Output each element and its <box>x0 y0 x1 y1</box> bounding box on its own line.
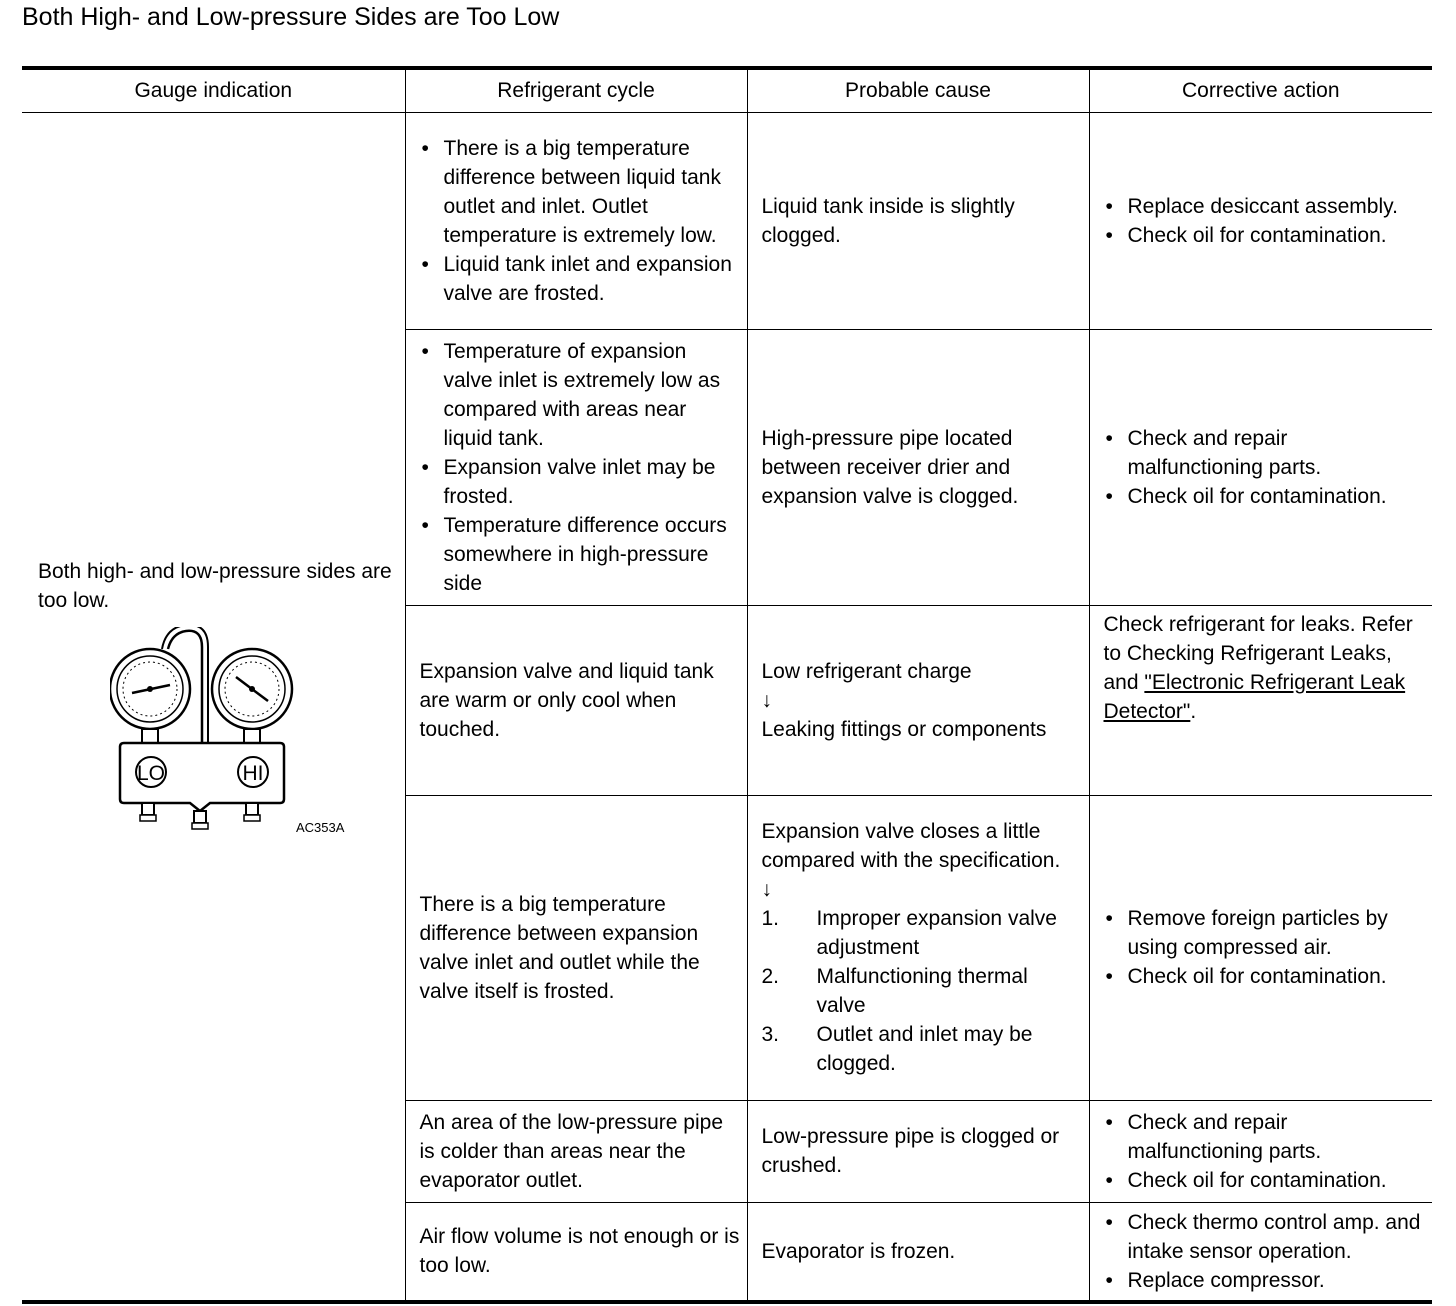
list-item: • Replace compressor. <box>1105 1268 1325 1292</box>
hi-label: HI <box>242 761 264 785</box>
electronic-leak-detector-link[interactable]: "Electronic Refrigerant Leak Detector" <box>1103 670 1406 723</box>
page-title: Both High- and Low-pressure Sides are Too Low <box>22 3 560 31</box>
table-row <box>22 112 1432 329</box>
list-item: • Check thermo control amp. and intake sensor operation. <box>1105 1210 1421 1263</box>
list-item: • Replace desiccant assembly. <box>1105 194 1398 218</box>
corrective-action-cell <box>1089 112 1432 329</box>
list-item: • There is a big temperature difference between liquid tank outlet and inlet. Outlet temperature is extremely low. <box>421 136 721 247</box>
gauge-indication-cell <box>22 112 405 1302</box>
diagnosis-table <box>22 66 1432 1304</box>
probable-cause-cell: Low refrigerant charge ↓ Leaking fittings or components <box>747 605 1089 795</box>
list-item: • Expansion valve inlet may be frosted. <box>421 455 716 508</box>
corrective-action-cell <box>1089 1100 1432 1202</box>
list-item: • Check oil for contamination. <box>1105 223 1387 247</box>
header-refrigerant-cycle: Refrigerant cycle <box>405 68 747 112</box>
refrigerant-cycle-cell: Air flow volume is not enough or is too low. <box>405 1202 747 1302</box>
corrective-action-cell <box>1089 795 1432 1100</box>
corrective-action-cell: Check refrigerant for leaks. Refer to Checking Refrigerant Leaks, and "Electronic Refrigerant Leak Detector". <box>1089 605 1432 795</box>
list-item: 2. Malfunctioning thermal valve <box>761 965 1028 1017</box>
list-item: • Check oil for contamination. <box>1105 1168 1387 1192</box>
lo-label: LO <box>136 761 166 785</box>
arrow-down: ↓ <box>761 688 772 712</box>
table-header-row <box>22 68 1432 112</box>
list-item: • Check and repair malfunctioning parts. <box>1105 426 1322 479</box>
list-item: 1. Improper expansion valve adjustment <box>761 907 1057 959</box>
probable-cause-cell: High-pressure pipe located between receiver drier and expansion valve is clogged. <box>747 329 1089 605</box>
manifold-gauge-icon <box>110 627 310 837</box>
refrigerant-cycle-cell <box>405 112 747 329</box>
refrigerant-cycle-cell: An area of the low-pressure pipe is colder than areas near the evaporator outlet. <box>405 1100 747 1202</box>
list-item: • Remove foreign particles by using compressed air. <box>1105 907 1388 959</box>
gauge-indication-text: Both high- and low-pressure sides are too low. <box>38 559 392 612</box>
list-item: • Temperature difference occurs somewhere in high-pressure side <box>421 513 727 595</box>
header-gauge-indication: Gauge indication <box>22 68 405 112</box>
corrective-action-cell <box>1089 329 1432 605</box>
list-item: • Check and repair malfunctioning parts. <box>1105 1110 1322 1163</box>
refrigerant-cycle-cell: Expansion valve and liquid tank are warm or only cool when touched. <box>405 605 747 795</box>
arrow-down: ↓ <box>761 878 772 901</box>
probable-cause-cell: Liquid tank inside is slightly clogged. <box>747 112 1089 329</box>
probable-cause-cell: Evaporator is frozen. <box>747 1202 1089 1302</box>
figure-code: AC353A <box>296 819 345 835</box>
header-corrective-action: Corrective action <box>1089 68 1432 112</box>
list-item: • Check oil for contamination. <box>1105 965 1387 988</box>
manifold-gauge-figure <box>110 627 370 842</box>
list-item: • Check oil for contamination. <box>1105 484 1387 508</box>
refrigerant-cycle-cell <box>405 329 747 605</box>
list-item: • Liquid tank inlet and expansion valve are frosted. <box>421 252 732 305</box>
probable-cause-cell: Expansion valve closes a little compared with the specification. ↓ 1. Improper expansion valve adjustment 2. Malfunctioning thermal valve 3. Outlet and inlet may be clogged. <box>747 795 1089 1100</box>
refrigerant-cycle-cell: There is a big temperature difference between expansion valve inlet and outlet while the valve itself is frosted. <box>405 795 747 1100</box>
list-item: 3. Outlet and inlet may be clogged. <box>761 1023 1033 1075</box>
corrective-action-cell <box>1089 1202 1432 1302</box>
probable-cause-cell: Low-pressure pipe is clogged or crushed. <box>747 1100 1089 1202</box>
header-probable-cause: Probable cause <box>747 68 1089 112</box>
list-item: • Temperature of expansion valve inlet is extremely low as compared with areas near liquid tank. <box>421 339 721 450</box>
